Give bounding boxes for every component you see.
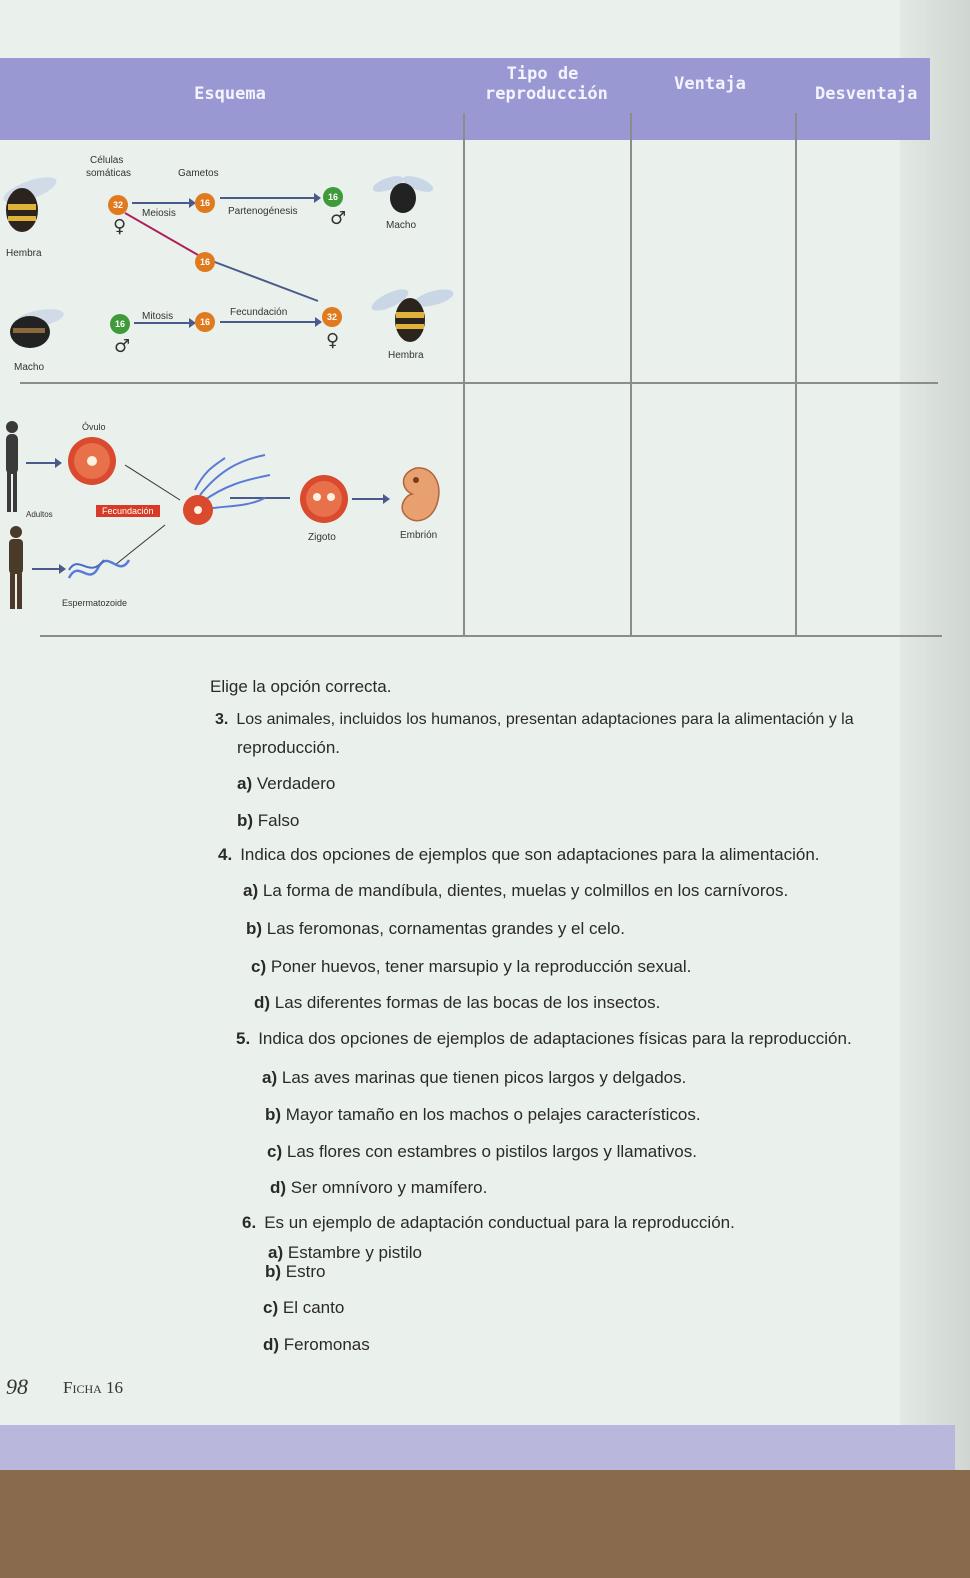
circle-32-result: 32 [322,307,342,327]
bee-hembra-result-icon [368,282,458,352]
question-3-text: Los animales, incluidos los humanos, presentan adaptaciones para la alimentación y la [236,711,854,728]
question-5-text: Indica dos opciones de ejemplos de adaptaciones físicas para la reproducción. [258,1029,852,1048]
circle-16-gamete-2: 16 [195,252,215,272]
col-divider-1 [463,113,465,635]
hembra-left-label: Hembra [6,248,42,259]
option-text: Las aves marinas que tienen picos largos y delgados. [281,1068,687,1087]
option-text: La forma de mandíbula, dientes, muelas y colmillos en los carnívoros. [262,881,789,900]
question-6-line1 [242,1213,735,1233]
question-6-number: 6. [242,1213,257,1232]
question-6-option-c[interactable] [263,1298,344,1318]
page-number: 98 [6,1374,28,1399]
option-text: Estambre y pistilo [287,1243,423,1262]
question-4-option-c[interactable] [251,957,691,977]
question-5-option-c[interactable] [267,1142,697,1162]
female-symbol-1: ♀ [113,216,127,237]
zygote-to-embryo-arrow [352,498,384,500]
question-6-option-a[interactable] [268,1243,422,1263]
question-4-option-a[interactable] [243,881,788,901]
question-4-line1 [218,845,820,865]
circle-16-gamete-1: 16 [195,193,215,213]
question-3-number: 3. [215,711,229,728]
question-3-line1 [215,711,854,729]
question-6-option-b[interactable] [265,1262,325,1282]
ficha-label: Ficha 16 [63,1378,124,1397]
sperm-icon [64,548,134,588]
option-text: Las feromonas, cornamentas grandes y el celo. [266,919,625,938]
question-4-text: Indica dos opciones de ejemplos que son adaptaciones para la alimentación. [240,845,820,864]
male-symbol-1: ♂ [330,208,347,229]
macho-top-label: Macho [386,220,417,231]
bee-hembra-icon [0,170,70,240]
hembra-right-label: Hembra [388,350,424,361]
fecundacion-arrow [220,321,316,323]
question-6-text: Es un ejemplo de adaptación conductual para la reproducción. [264,1213,735,1232]
option-text: El canto [282,1298,345,1317]
question-3-line2: reproducción. [237,738,341,757]
option-text: Las diferentes formas de las bocas de los insectos. [274,993,661,1012]
question-5-option-a[interactable] [262,1068,686,1088]
question-5-option-b[interactable] [265,1105,701,1125]
row-divider [20,382,938,384]
mitosis-arrow [134,322,190,324]
question-5-line1 [236,1029,852,1049]
question-5-option-d[interactable] [270,1178,487,1198]
option-letter: a) [262,1068,278,1087]
espermatozoide-label: Espermatozoide [62,598,128,608]
adult-male-icon [5,525,27,610]
celulas-label-1: Células [90,155,124,166]
option-letter: d) [263,1335,280,1354]
female-symbol-2: ♀ [326,330,340,351]
col-divider-3 [795,113,797,635]
option-letter: b) [246,919,263,938]
header-ventaja: Ventaja [674,74,746,94]
zygote-icon [298,473,350,525]
option-text: Ser omnívoro y mamífero. [290,1178,488,1197]
question-3-option-b[interactable] [237,811,299,831]
page-fold-shadow [900,0,970,1470]
question-4-option-d[interactable] [254,993,660,1013]
option-letter: a) [243,881,259,900]
option-letter: d) [270,1178,287,1197]
option-letter: c) [267,1142,283,1161]
col-divider-2 [630,113,632,635]
circle-32-female: 32 [108,195,128,215]
partenogenesis-arrow [220,197,315,199]
footer-band [0,1425,955,1470]
meiosis-label: Meiosis [142,208,176,219]
option-letter: a) [268,1243,284,1262]
meiosis-arrow [132,202,190,204]
option-text: Las flores con estambres o pistilos largos y llamativos. [286,1142,697,1161]
option-letter: a) [237,774,253,793]
question-6-option-d[interactable] [263,1335,370,1355]
male-to-sperm-arrow [32,568,60,570]
celulas-label-2: somáticas [86,168,132,179]
option-letter: b) [237,811,254,830]
option-letter: c) [251,957,267,976]
header-tipo-line2: reproducción [485,84,608,104]
circle-16-male: 16 [110,314,130,334]
question-5-number: 5. [236,1029,251,1048]
male-symbol-2: ♂ [114,336,131,357]
embrion-label: Embrión [400,530,438,541]
instructions: Elige la opción correcta. [210,677,392,696]
option-letter: b) [265,1262,282,1281]
adult-female-icon [2,420,22,515]
question-3-option-a[interactable] [237,774,335,794]
embryo-icon [388,462,446,528]
macho-left-label: Macho [14,362,45,373]
circle-16-male-result: 16 [323,187,343,207]
bee-macho-result-icon [368,170,438,220]
option-letter: d) [254,993,271,1012]
circle-16-sperm: 16 [195,312,215,332]
mitosis-label: Mitosis [142,311,174,322]
gametos-label: Gametos [178,168,219,179]
ovulo-label: Óvulo [82,422,106,432]
option-text: Mayor tamaño en los machos o pelajes característicos. [285,1105,701,1124]
option-letter: c) [263,1298,279,1317]
table-header [0,58,930,140]
fecundacion-label: Fecundación [230,307,288,318]
header-desventaja: Desventaja [815,84,918,104]
question-4-number: 4. [218,845,233,864]
bee-macho-icon [0,300,75,360]
female-to-ovum-arrow [26,462,56,464]
table-bottom-line [40,635,942,637]
header-esquema: Esquema [194,84,266,104]
option-text: Estro [285,1262,326,1281]
option-text: Feromonas [283,1335,370,1354]
partenogenesis-label: Partenogénesis [228,206,298,217]
adultos-label: Adultos [26,510,53,519]
fertilization-icon [170,450,275,525]
question-4-option-b[interactable] [246,919,625,939]
header-tipo-line1: Tipo de [506,64,579,84]
option-text: Poner huevos, tener marsupio y la reproducción sexual. [270,957,692,976]
option-text: Verdadero [256,774,336,793]
cigoto-label: Zigoto [308,532,336,543]
option-letter: b) [265,1105,282,1124]
option-text: Falso [257,811,300,830]
fecundacion-badge: Fecundación [96,505,160,517]
